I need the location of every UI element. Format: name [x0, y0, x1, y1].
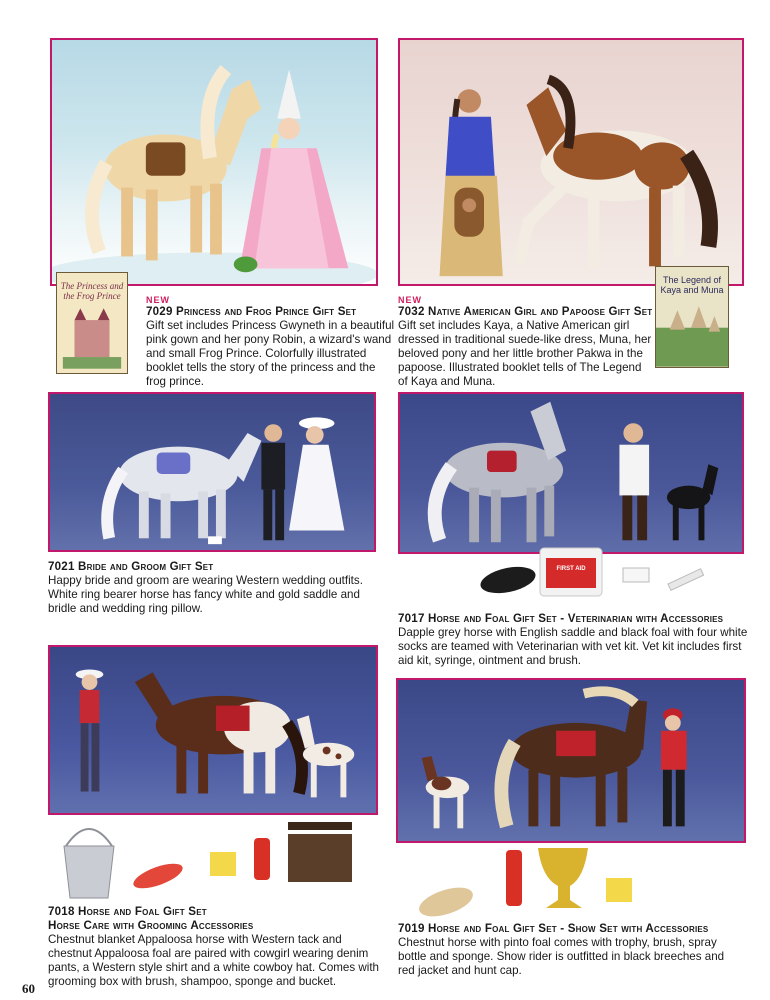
- product-title: 7029 Princess and Frog Prince Gift Set: [146, 305, 357, 318]
- show-set-photo: [396, 678, 746, 843]
- first-aid-label: FIRST AID: [556, 566, 586, 572]
- product-caption-7019: [398, 922, 733, 978]
- product-caption-7018: [48, 905, 383, 989]
- grooming-accessories: [58, 812, 358, 904]
- product-caption-7021: [48, 560, 383, 616]
- product-description: Happy bride and groom are wearing Western wedding outfits. White ring bearer horse has fancy white and gold saddle and bridle and wedding ring pillow.: [48, 574, 363, 615]
- veterinarian-photo: [398, 392, 744, 554]
- product-title: 7017 Horse and Foal Gift Set - Veterinarian with Accessories: [398, 612, 724, 625]
- product-title: 7021 Bride and Groom Gift Set: [48, 560, 214, 573]
- new-label: NEW: [398, 295, 422, 305]
- product-subtitle: Horse Care with Grooming Accessories: [48, 919, 254, 932]
- bride-groom-photo: [48, 392, 376, 552]
- product-caption-7032: [398, 295, 654, 389]
- show-accessories: [410, 838, 650, 922]
- new-label: NEW: [146, 295, 170, 305]
- product-description: Chestnut horse with pinto foal comes with trophy, brush, spray bottle and sponge. Show rider is outfitted in black breeches and red jacket and hunt cap.: [398, 936, 725, 977]
- grooming-set-photo: [48, 645, 378, 815]
- product-description: Gift set includes Princess Gwyneth in a beautiful pink gown and her pony Robin, a wizard's wand and small Frog Prince. Colorfully illustrated booklet tells the story of the princess and the frog prince.: [146, 319, 395, 388]
- product-caption-7017: [398, 612, 748, 668]
- booklet-title: The Princess and the Frog Prince: [60, 281, 124, 301]
- kaya-booklet: [655, 266, 729, 368]
- product-title: 7018 Horse and Foal Gift Set: [48, 905, 207, 918]
- product-title: 7019 Horse and Foal Gift Set - Show Set with Accessories: [398, 922, 709, 935]
- princess-booklet: [56, 272, 128, 374]
- product-description: Dapple grey horse with English saddle and black foal with four white socks are teamed with Veterinarian with vet kit. Vet kit includes first aid kit, syringe, ointment and brush.: [398, 626, 748, 667]
- product-description: Chestnut blanket Appaloosa horse with Western tack and chestnut Appaloosa foal are paired with cowgirl wearing denim pants, a Western style shirt and a white cowboy hat. Comes with grooming box with brush, shampoo, sponge and bucket.: [48, 933, 380, 988]
- native-american-girl-photo: [398, 38, 744, 286]
- booklet-title: The Legend of Kaya and Muna: [660, 275, 724, 295]
- princess-frog-prince-photo: [50, 38, 378, 286]
- product-caption-7029: [146, 295, 396, 389]
- product-description: Gift set includes Kaya, a Native American girl dressed in traditional suede-like dress, Muna, her beloved pony and her little brother Pakwa in the papoose. Illustrated booklet tells of The Legend of Kaya and Muna.: [398, 319, 652, 388]
- page-number: 60: [22, 981, 35, 996]
- vet-accessories: [468, 540, 718, 612]
- product-title: 7032 Native American Girl and Papoose Gift Set: [398, 305, 653, 318]
